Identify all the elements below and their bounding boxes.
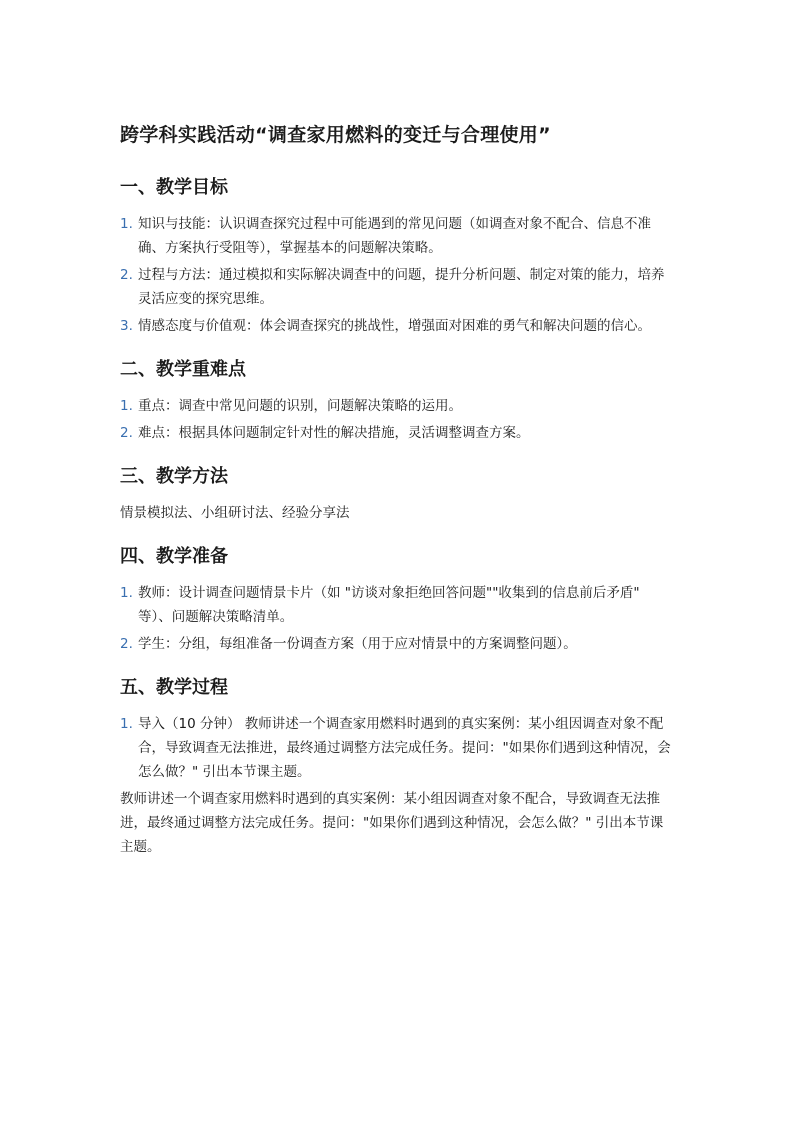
list-number: 1.: [120, 716, 133, 732]
section-heading: 二、教学重难点: [120, 359, 246, 380]
section-teaching-methods: [120, 463, 676, 525]
list-item-text: 难点：根据具体问题制定针对性的解决措施，灵活调整调查方案。: [138, 425, 530, 441]
list-number: 1.: [120, 398, 133, 414]
numbered-list: [120, 581, 676, 656]
section-heading: 五、教学过程: [120, 677, 228, 698]
numbered-list: [120, 394, 676, 445]
list-item: [120, 394, 676, 418]
section-heading: 一、教学目标: [120, 177, 228, 198]
section-heading: 四、教学准备: [120, 546, 228, 567]
list-number: 2.: [120, 425, 133, 441]
list-item: [120, 314, 676, 338]
section-key-difficulties: [120, 356, 676, 445]
list-item: [120, 212, 676, 260]
numbered-list: [120, 712, 676, 784]
list-item: [120, 421, 676, 445]
section-teaching-preparation: [120, 543, 676, 656]
list-item-text: 过程与方法：通过模拟和实际解决调查中的问题，提升分析问题、制定对策的能力，培养灵活应变的探究思维。: [138, 267, 665, 307]
section-teaching-objectives: [120, 174, 676, 338]
list-item-text: 学生：分组，每组准备一份调查方案（用于应对情景中的方案调整问题）。: [138, 636, 577, 652]
document-page: [120, 120, 676, 875]
paragraph: 情景模拟法、小组研讨法、经验分享法: [120, 505, 350, 521]
list-item: [120, 632, 676, 656]
list-number: 1.: [120, 216, 133, 232]
list-item: [120, 263, 676, 311]
list-item-text: 知识与技能：认识调查探究过程中可能遇到的常见问题（如调查对象不配合、信息不准确、方案执行受阻等），掌握基本的问题解决策略。: [138, 216, 651, 256]
list-item: [120, 581, 676, 629]
list-number: 1.: [120, 585, 133, 601]
section-heading: 三、教学方法: [120, 466, 228, 487]
list-item-text: 情感态度与价值观：体会调查探究的挑战性，增强面对困难的勇气和解决问题的信心。: [138, 318, 651, 334]
list-item-text: 教师：设计调查问题情景卡片（如 "访谈对象拒绝回答问题""收集到的信息前后矛盾" 等）、问题解决策略清单。: [138, 585, 640, 625]
list-number: 2.: [120, 636, 133, 652]
numbered-list: [120, 212, 676, 338]
section-teaching-process: [120, 674, 676, 859]
list-number: 3.: [120, 318, 133, 334]
paragraph: 教师讲述一个调查家用燃料时遇到的真实案例：某小组因调查对象不配合，导致调查无法推进，最终通过调整方法完成任务。提问："如果你们遇到这种情况，会怎么做？" 引出本节课主题。: [120, 791, 664, 855]
list-item: [120, 712, 676, 784]
document-title: 跨学科实践活动“调查家用燃料的变迁与合理使用”: [120, 124, 551, 146]
list-number: 2.: [120, 267, 133, 283]
list-item-text: 重点：调查中常见问题的识别，问题解决策略的运用。: [138, 398, 462, 414]
list-item-text: 导入（10 分钟） 教师讲述一个调查家用燃料时遇到的真实案例：某小组因调查对象不配合，导致调查无法推进，最终通过调整方法完成任务。提问："如果你们遇到这种情况，会怎么做？" 引出本节课主题。: [138, 716, 671, 780]
